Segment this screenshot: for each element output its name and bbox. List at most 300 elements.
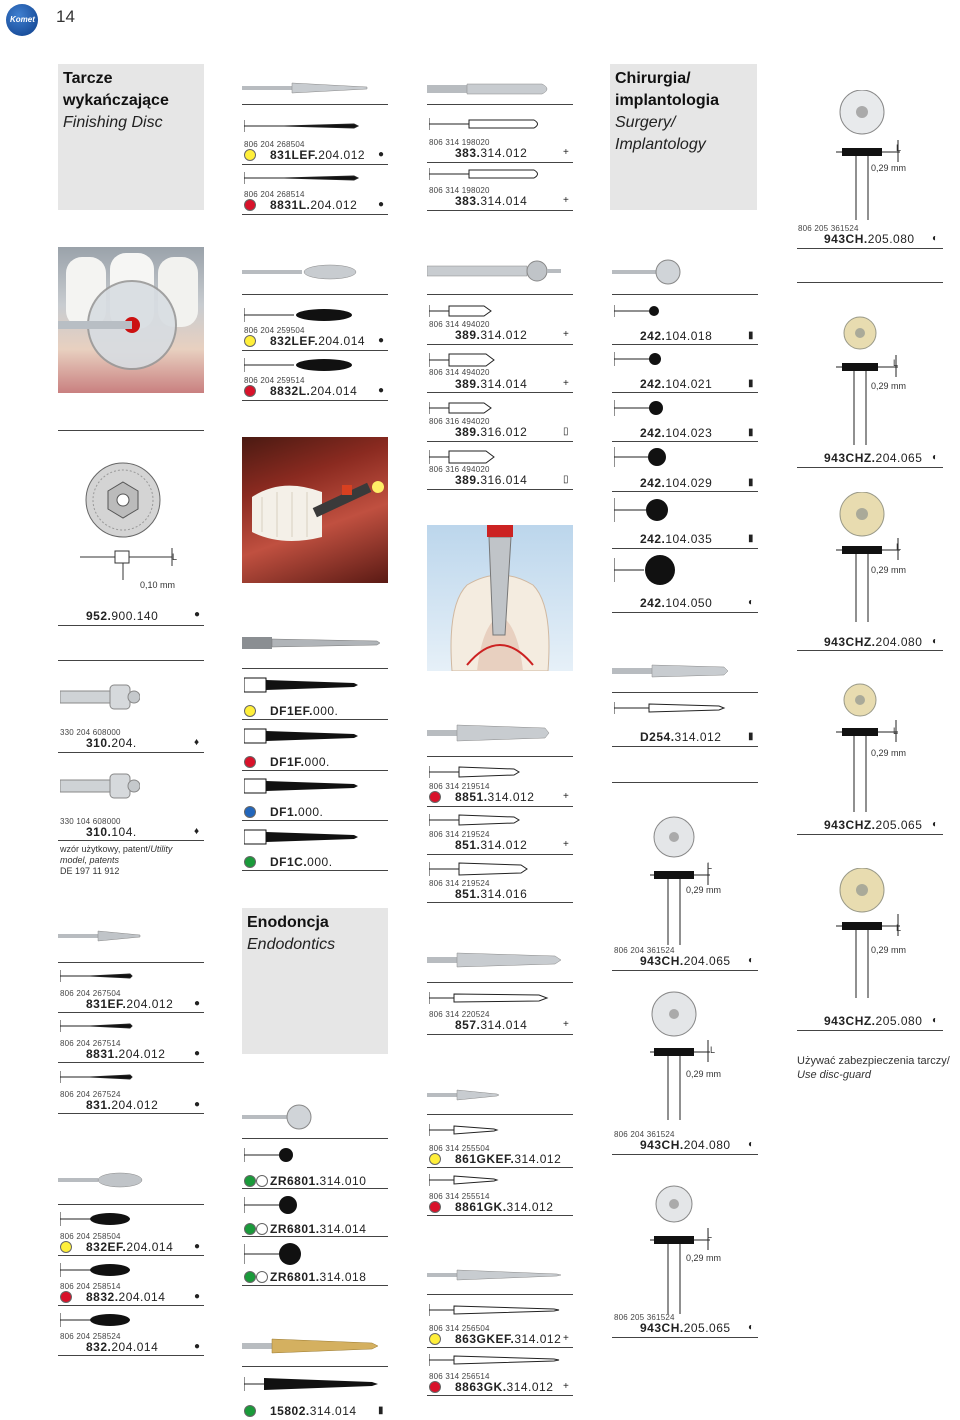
product-code: 943CH.204.080 [640, 1138, 731, 1152]
shape-389-316-012 [429, 400, 509, 416]
divider [612, 392, 758, 393]
ref-number: 806 314 256504 [429, 1324, 490, 1333]
product-code: 242.104.029 [640, 476, 713, 490]
grit-symbol: ▮ [748, 330, 754, 341]
grit-symbol: ▮ [748, 427, 754, 438]
instrument-310-104 [60, 772, 140, 800]
divider [797, 650, 943, 651]
grit-symbol: + [563, 1019, 569, 1030]
instrument-831-photo [58, 928, 144, 944]
divider [58, 1062, 204, 1063]
disc-thickness: 0,29 mm [871, 945, 907, 955]
divider [427, 1034, 573, 1035]
divider [612, 746, 758, 747]
divider [58, 1355, 204, 1356]
color-ring-blue [244, 806, 256, 818]
dimension-l-label: L [896, 923, 902, 933]
grit-symbol: ◐ [932, 636, 939, 647]
product-code: 8831L.204.012 [270, 198, 358, 212]
grit-symbol: ▮ [748, 378, 754, 389]
divider [242, 1366, 388, 1367]
disc-943chz-205-065 [836, 682, 906, 812]
dimension-l-label: L [896, 143, 902, 153]
section-subtitle: Finishing Disc [63, 114, 163, 131]
section-subtitle: Implantology [615, 136, 706, 153]
product-code: 831.204.012 [86, 1098, 159, 1112]
shape-383-012 [429, 116, 549, 132]
grit-symbol: ● [194, 998, 201, 1009]
divider [242, 350, 388, 351]
color-ring-white [256, 1223, 268, 1235]
shape-zr6801-014 [244, 1194, 304, 1216]
root-canal-illustration [427, 525, 573, 671]
product-code: ZR6801.314.010 [270, 1174, 367, 1188]
product-code: 242.104.050 [640, 596, 713, 610]
disc-thickness: 0,29 mm [686, 885, 722, 895]
divider [58, 840, 204, 841]
ref-number: 806 314 219524 [429, 830, 490, 839]
shape-832L [244, 306, 364, 324]
ref-number: 806 314 219514 [429, 782, 490, 791]
shape-8832 [60, 1261, 140, 1279]
color-ring-yellow [244, 335, 256, 347]
color-ring-red [244, 756, 256, 768]
ref-number: 806 314 198020 [429, 138, 490, 147]
divider [242, 294, 388, 295]
ref-number: 806 316 494020 [429, 465, 490, 474]
shape-df1 [244, 777, 364, 795]
product-code: 857.314.014 [455, 1018, 528, 1032]
disc-thickness: 0,29 mm [871, 565, 907, 575]
grit-symbol: ● [194, 1291, 201, 1302]
ref-number: 806 204 361524 [614, 946, 675, 955]
product-code: 242.104.023 [640, 426, 713, 440]
ref-number: 806 204 258524 [60, 1332, 121, 1341]
divider [58, 430, 204, 431]
disc-943chz-204-080 [836, 492, 906, 622]
product-code: 943CHZ.204.065 [824, 451, 923, 465]
product-code: 832LEF.204.014 [270, 334, 366, 348]
color-ring-yellow [244, 705, 256, 717]
dimension-l-label: L [893, 358, 899, 368]
product-code: 863GKEF.314.012 [455, 1332, 562, 1346]
divider [58, 962, 204, 963]
divider [612, 692, 758, 693]
shape-857 [429, 990, 569, 1006]
divider [427, 854, 573, 855]
shape-8831L [244, 170, 364, 186]
diamond-symbol: ♦ [194, 826, 200, 837]
divider [427, 1167, 573, 1168]
grit-symbol: ● [194, 1341, 201, 1352]
shape-389-316-014 [429, 448, 509, 466]
ref-number: 330 204 608000 [60, 728, 121, 737]
shape-8832L [244, 356, 364, 374]
grit-symbol: + [563, 839, 569, 850]
komet-logo: Komet [6, 4, 38, 36]
product-code: 851.314.012 [455, 838, 528, 852]
product-code: 389.316.014 [455, 473, 528, 487]
ref-number: 806 205 361524 [798, 224, 859, 233]
instrument-d254-photo [612, 662, 732, 680]
divider [427, 902, 573, 903]
disc-952-l-label: L [172, 552, 178, 562]
shape-383-014 [429, 166, 549, 182]
disc-943chz-205-080 [836, 868, 906, 998]
dimension-l-label: L [896, 542, 902, 552]
grit-symbol: ● [194, 1048, 201, 1059]
instrument-242-photo [612, 258, 682, 286]
divider [242, 1285, 388, 1286]
divider [797, 1030, 943, 1031]
divider [427, 806, 573, 807]
divider [427, 982, 573, 983]
color-ring-red [60, 1291, 72, 1303]
divider [242, 820, 388, 821]
shape-861gkef [429, 1122, 509, 1138]
divider [242, 1138, 388, 1139]
grit-symbol: ● [194, 1099, 201, 1110]
divider [58, 660, 204, 661]
product-code: 8831.204.012 [86, 1047, 166, 1061]
divider [612, 441, 758, 442]
ref-number: 806 314 198020 [429, 186, 490, 195]
instrument-832-photo [58, 1170, 144, 1190]
color-ring-green [244, 1271, 256, 1283]
product-code: 389.316.012 [455, 425, 528, 439]
grit-symbol: ◐ [932, 233, 939, 244]
divider [612, 612, 758, 613]
color-ring-green [244, 856, 256, 868]
ref-number: 806 204 268514 [244, 190, 305, 199]
divider [427, 489, 573, 490]
divider [797, 282, 943, 283]
instrument-389-photo [427, 260, 567, 282]
instrument-861-photo [427, 1086, 507, 1104]
disc-943ch-205-065 [650, 1184, 720, 1314]
color-ring-red [244, 385, 256, 397]
grit-symbol: ◐ [748, 597, 755, 608]
divider [58, 752, 204, 753]
ref-number: 806 314 255504 [429, 1144, 490, 1153]
product-code: 8832L.204.014 [270, 384, 358, 398]
product-code: 943CH.205.065 [640, 1321, 731, 1335]
instrument-310-204 [60, 683, 140, 711]
grit-symbol: + [563, 195, 569, 206]
instrument-zr6801-photo [242, 1102, 322, 1132]
product-code: 389.314.014 [455, 377, 528, 391]
divider [427, 1215, 573, 1216]
ref-number: 806 204 361524 [614, 1130, 675, 1139]
divider [427, 104, 573, 105]
color-ring-white [256, 1175, 268, 1187]
product-code: 242.104.035 [640, 532, 713, 546]
grit-symbol: ◐ [932, 452, 939, 463]
grit-symbol: ▮ [748, 533, 754, 544]
ref-number: 806 204 268504 [244, 140, 305, 149]
disc-943ch-204-080 [650, 990, 720, 1120]
color-ring-green [244, 1405, 256, 1417]
grit-symbol: ● [378, 385, 385, 396]
product-code: 15802.314.014 [270, 1404, 357, 1418]
divider [58, 1012, 204, 1013]
shape-8861gk [429, 1172, 509, 1188]
section-title: Tarcze [63, 70, 113, 87]
product-code: ZR6801.314.018 [270, 1270, 367, 1284]
product-code: 242.104.021 [640, 377, 713, 391]
grit-symbol: ◐ [748, 955, 755, 966]
section-title: wykańczające [63, 92, 169, 109]
grit-symbol: ● [194, 1241, 201, 1252]
divider [427, 1294, 573, 1295]
product-code: 943CHZ.204.080 [824, 635, 923, 649]
disc-952-drawing [80, 460, 190, 600]
color-ring-yellow [244, 149, 256, 161]
divider [427, 441, 573, 442]
dimension-l-label: L [707, 1230, 713, 1240]
ref-number: 806 314 255514 [429, 1192, 490, 1201]
mouth-treatment-photo [242, 437, 388, 583]
product-code: 831LEF.204.012 [270, 148, 366, 162]
shape-242-023 [614, 398, 674, 418]
section-title: Enodoncja [247, 914, 329, 931]
shape-242-021 [614, 350, 674, 368]
shape-zr6801-018 [244, 1241, 304, 1267]
product-code: 943CH.205.080 [824, 232, 915, 246]
grit-symbol: ◐ [932, 1015, 939, 1026]
surgery-header [610, 64, 757, 210]
ref-number: 806 314 219524 [429, 879, 490, 888]
divider [427, 1114, 573, 1115]
product-code: D254.314.012 [640, 730, 722, 744]
patent-note: wzór użytkowy, patent/Utility model, patents DE 197 11 912 [60, 844, 173, 876]
product-code: 8863GK.314.012 [455, 1380, 554, 1394]
shape-832-fine [60, 1311, 140, 1329]
ref-number: 330 104 608000 [60, 817, 121, 826]
divider [242, 770, 388, 771]
shape-15802 [244, 1374, 384, 1394]
product-code: 851.314.016 [455, 887, 528, 901]
ref-number: 806 314 256514 [429, 1372, 490, 1381]
divider [58, 1305, 204, 1306]
shape-831-fine [60, 1069, 140, 1085]
divider [612, 1154, 758, 1155]
color-ring-green [244, 1223, 256, 1235]
divider [242, 1236, 388, 1237]
product-code: 943CHZ.205.065 [824, 818, 923, 832]
color-ring-red [429, 791, 441, 803]
ref-number: 806 314 494020 [429, 320, 490, 329]
product-code: 943CHZ.205.080 [824, 1014, 923, 1028]
divider [242, 214, 388, 215]
color-ring-yellow [429, 1153, 441, 1165]
disc-thickness: 0,29 mm [686, 1069, 722, 1079]
ref-number: 806 204 259514 [244, 376, 305, 385]
shape-8831 [60, 1018, 140, 1034]
shape-831L [244, 118, 364, 134]
color-ring-white [256, 1271, 268, 1283]
dimension-l-label: L [893, 726, 899, 736]
section-subtitle: Surgery/ [615, 114, 676, 131]
shape-8851 [429, 764, 549, 780]
product-code: 310.104. [86, 825, 137, 839]
grit-symbol: ▯ [563, 474, 569, 485]
product-code: 383.314.014 [455, 194, 528, 208]
section-subtitle: Endodontics [247, 936, 336, 953]
shape-863gkef [429, 1302, 569, 1318]
divider [612, 970, 758, 971]
product-code: 383.314.012 [455, 146, 528, 160]
shape-242-029 [614, 445, 674, 469]
disc-thickness: 0,29 mm [686, 1253, 722, 1263]
divider [427, 1347, 573, 1348]
shape-242-018 [614, 303, 674, 319]
grit-symbol: ▮ [748, 731, 754, 742]
shape-851-012 [429, 812, 549, 828]
product-code: 389.314.012 [455, 328, 528, 342]
grit-symbol: ◐ [748, 1139, 755, 1150]
disc-952-thickness: 0,10 mm [140, 580, 176, 590]
divider [58, 1204, 204, 1205]
grit-symbol: ● [378, 149, 385, 160]
ref-number: 806 204 258514 [60, 1282, 121, 1291]
product-code: ZR6801.314.014 [270, 1222, 367, 1236]
instrument-851-photo [427, 722, 567, 744]
shape-8863gk [429, 1352, 569, 1368]
section-title: implantologia [615, 92, 719, 109]
disc-943ch-204-065 [650, 815, 720, 945]
color-ring-red [429, 1381, 441, 1393]
product-code: 8851.314.012 [455, 790, 535, 804]
divider [427, 162, 573, 163]
instrument-df-photo [242, 633, 382, 653]
shape-df1ef [244, 676, 364, 694]
shape-242-050 [614, 554, 684, 586]
ref-number: 806 314 494020 [429, 368, 490, 377]
divider [58, 1255, 204, 1256]
product-code: DF1EF.000. [270, 704, 339, 718]
shape-389-314-012 [429, 303, 509, 319]
color-ring-yellow [60, 1241, 72, 1253]
product-code: 242.104.018 [640, 329, 713, 343]
divider [427, 756, 573, 757]
endodontics-header [242, 908, 388, 1054]
disc-guard-note: Używać zabezpieczenia tarczy/ Use disc-guard [797, 1055, 950, 1081]
grit-symbol: ● [378, 199, 385, 210]
divider [612, 294, 758, 295]
divider [242, 400, 388, 401]
instrument-863-photo [427, 1266, 567, 1284]
color-ring-green [244, 1175, 256, 1187]
grit-symbol: + [563, 1381, 569, 1392]
grit-symbol: ▮ [748, 477, 754, 488]
product-code: 831EF.204.012 [86, 997, 174, 1011]
shape-832 [60, 1210, 140, 1228]
divider [242, 164, 388, 165]
dimension-l-label: L [707, 861, 713, 871]
section-title: Chirurgia/ [615, 70, 691, 87]
ref-number: 806 204 267504 [60, 989, 121, 998]
divider [612, 782, 758, 783]
divider [427, 294, 573, 295]
grit-symbol: + [563, 147, 569, 158]
divider [612, 548, 758, 549]
instrument-832L-photo [242, 262, 372, 282]
shape-389-314-014 [429, 351, 509, 369]
divider [427, 210, 573, 211]
product-code: 832EF.204.014 [86, 1240, 174, 1254]
ref-number: 806 205 361524 [614, 1313, 675, 1322]
product-code: 943CH.204.065 [640, 954, 731, 968]
instrument-383-photo [427, 80, 557, 98]
divider [427, 344, 573, 345]
shape-df1f [244, 727, 364, 745]
diamond-symbol: ♦ [194, 737, 200, 748]
dimension-l-label: L [710, 1045, 716, 1055]
shape-242-035 [614, 496, 674, 524]
grit-symbol: + [563, 378, 569, 389]
divider [427, 1395, 573, 1396]
product-code: 8861GK.314.012 [455, 1200, 554, 1214]
grit-symbol: ▮ [378, 1405, 384, 1416]
grit-symbol: + [563, 791, 569, 802]
ref-number: 806 204 259504 [244, 326, 305, 335]
divider [797, 467, 943, 468]
product-code: DF1F.000. [270, 755, 330, 769]
disc-943ch-205-080 [836, 90, 906, 220]
divider [242, 719, 388, 720]
disc-thickness: 0,29 mm [871, 163, 907, 173]
product-code: 310.204. [86, 736, 137, 750]
finishing-disc-header [58, 64, 204, 210]
grit-symbol: ▯ [563, 426, 569, 437]
teeth-disc-photo [58, 247, 204, 393]
divider [797, 248, 943, 249]
disc-thickness: 0,29 mm [871, 748, 907, 758]
product-code: 861GKEF.314.012 [455, 1152, 562, 1166]
product-code-952: 952.900.140 [86, 609, 159, 623]
divider [797, 834, 943, 835]
instrument-15802-photo [242, 1336, 382, 1356]
grit-symbol: ◐ [748, 1322, 755, 1333]
instrument-857-photo [427, 950, 567, 970]
product-code: DF1.000. [270, 805, 324, 819]
divider [612, 1337, 758, 1338]
color-ring-red [429, 1201, 441, 1213]
ref-number: 806 204 258504 [60, 1232, 121, 1241]
shape-d254 [614, 700, 734, 716]
divider [612, 491, 758, 492]
shape-zr6801-010 [244, 1145, 304, 1165]
shape-851-016 [429, 860, 549, 878]
grit-symbol: + [563, 1333, 569, 1344]
shape-df1c [244, 828, 364, 846]
grit-symbol: ◐ [932, 819, 939, 830]
grit-symbol: + [563, 329, 569, 340]
product-code: 832.204.014 [86, 1340, 159, 1354]
grit-symbol: ● [378, 335, 385, 346]
page-number: 14 [56, 7, 75, 26]
divider [58, 625, 204, 626]
shape-831 [60, 968, 140, 984]
divider [242, 668, 388, 669]
divider [58, 1113, 204, 1114]
ref-number: 806 204 267514 [60, 1039, 121, 1048]
color-ring-red [244, 199, 256, 211]
color-ring-yellow [429, 1333, 441, 1345]
ref-number: 806 314 220524 [429, 1010, 490, 1019]
divider [612, 344, 758, 345]
